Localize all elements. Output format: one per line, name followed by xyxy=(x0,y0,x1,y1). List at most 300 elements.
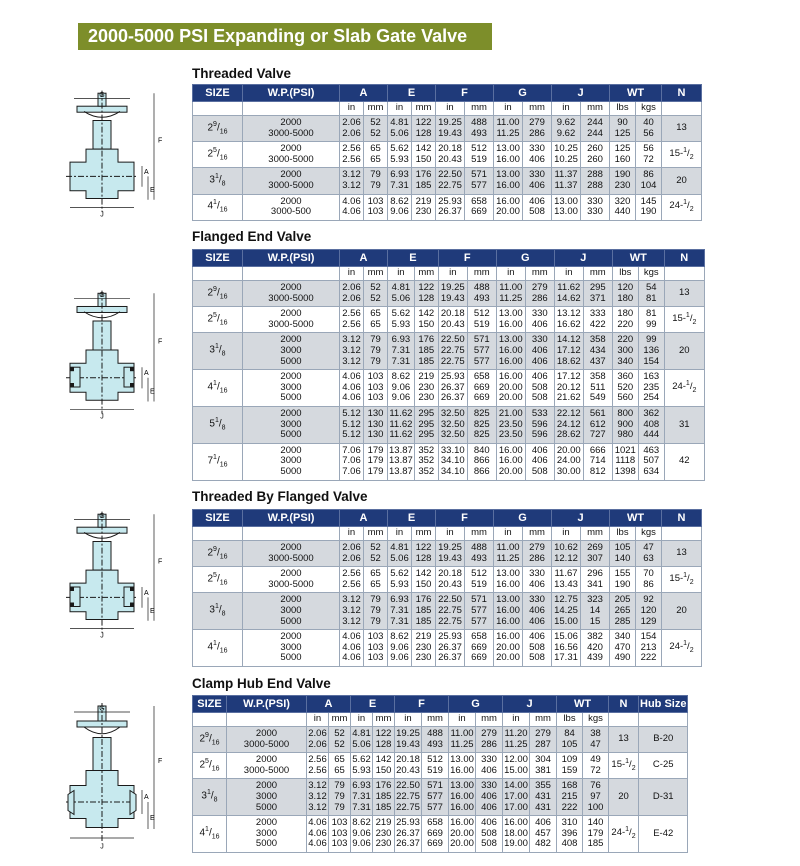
hub-size-cell: B-20 xyxy=(639,727,688,753)
value-cell: 279 286 xyxy=(523,116,552,142)
size-cell: $2^5/_{16}$ xyxy=(193,307,243,333)
column-header: J xyxy=(554,250,612,267)
column-header: W.P.(PSI) xyxy=(243,85,340,102)
value-cell: 6.93 7.31 7.31 xyxy=(351,779,373,816)
value-cell: 840 866 866 xyxy=(467,443,496,480)
value-cell: 16.00 20.00 xyxy=(494,194,523,220)
value-cell: 103 103 103 xyxy=(364,630,388,667)
value-cell: 92 120 129 xyxy=(636,593,662,630)
unit-label: in xyxy=(340,102,364,116)
column-header: J xyxy=(552,510,610,527)
value-cell: 11.62 11.62 11.62 xyxy=(388,406,415,443)
svg-text:E: E xyxy=(150,388,155,396)
unit-label: in xyxy=(494,102,523,116)
value-cell: 13.00 13.00 xyxy=(552,194,581,220)
unit-label: in xyxy=(496,267,525,281)
svg-text:F: F xyxy=(158,758,163,765)
value-cell: 330 406 xyxy=(525,307,554,333)
value-cell: 11.00 11.25 xyxy=(494,541,523,567)
table-row xyxy=(193,116,702,142)
value-cell: 800 900 980 xyxy=(612,406,638,443)
pressure-cell: 2000 3000-5000 xyxy=(243,116,340,142)
value-cell: 22.50 22.75 22.75 xyxy=(436,593,465,630)
value-cell: 3.12 3.12 xyxy=(340,168,364,194)
value-cell: 219 230 230 xyxy=(373,816,395,853)
value-cell: 79 79 xyxy=(364,168,388,194)
value-cell: 11.00 11.25 xyxy=(494,116,523,142)
value-cell: 13.00 16.00 xyxy=(449,753,476,779)
size-cell: $3^1/_8$ xyxy=(193,593,243,630)
value-cell: 20.18 20.43 xyxy=(438,307,467,333)
pressure-cell: 2000 3000-5000 xyxy=(243,567,340,593)
n-cell: $24-^1/_2$ xyxy=(662,194,702,220)
value-cell: 4.81 5.06 xyxy=(388,541,412,567)
column-header: W.P.(PSI) xyxy=(243,510,340,527)
unit-label: in xyxy=(307,713,329,727)
section-title: Flanged End Valve xyxy=(192,229,312,244)
value-cell: 8.62 9.06 xyxy=(388,194,412,220)
unit-label: mm xyxy=(414,267,438,281)
pressure-cell: 2000 3000 5000 xyxy=(243,406,340,443)
unit-label: mm xyxy=(581,102,610,116)
pressure-cell: 2000 3000 5000 xyxy=(243,370,340,407)
unit-label: in xyxy=(494,527,523,541)
table-row xyxy=(193,779,688,816)
value-cell: 19.25 19.43 xyxy=(436,116,465,142)
value-cell: 19.25 19.43 xyxy=(436,541,465,567)
value-cell: 488 493 xyxy=(422,727,449,753)
value-cell: 81 99 xyxy=(638,307,664,333)
column-header: A xyxy=(340,85,388,102)
value-cell: 22.12 24.12 28.62 xyxy=(554,406,583,443)
value-cell: 13.00 16.00 xyxy=(494,142,523,168)
n-cell: 20 xyxy=(662,593,702,630)
value-cell: 279 286 xyxy=(476,727,503,753)
value-cell: 13.00 16.00 16.00 xyxy=(494,593,523,630)
value-cell: 512 519 xyxy=(422,753,449,779)
value-cell: 22.50 22.75 22.75 xyxy=(395,779,422,816)
value-cell: 330 406 406 xyxy=(523,593,552,630)
svg-text:F: F xyxy=(158,558,163,566)
value-cell: 19.25 19.43 xyxy=(438,281,467,307)
unit-label: mm xyxy=(364,267,388,281)
value-cell: 295 371 xyxy=(583,281,612,307)
n-cell: 42 xyxy=(664,443,704,480)
unit-label: mm xyxy=(373,713,395,727)
value-cell: 8.62 9.06 9.06 xyxy=(388,630,412,667)
value-cell: 3.12 3.12 3.12 xyxy=(307,779,329,816)
column-header: F xyxy=(438,250,496,267)
value-cell: 13.00 16.00 xyxy=(494,168,523,194)
value-cell: 49 72 xyxy=(583,753,609,779)
value-cell: 145 190 xyxy=(636,194,662,220)
size-cell: $4^1/_{16}$ xyxy=(193,194,243,220)
value-cell: 5.12 5.12 5.12 xyxy=(340,406,364,443)
size-cell: $4^1/_{16}$ xyxy=(193,370,243,407)
value-cell: 65 65 xyxy=(329,753,351,779)
value-cell: 296 341 xyxy=(581,567,610,593)
value-cell: 154 213 222 xyxy=(636,630,662,667)
value-cell: 52 52 xyxy=(329,727,351,753)
pressure-cell: 2000 3000-5000 xyxy=(243,541,340,567)
value-cell: 8.62 9.06 9.06 xyxy=(351,816,373,853)
value-cell: 33.10 34.10 34.10 xyxy=(438,443,467,480)
value-cell: 19.25 19.43 xyxy=(395,727,422,753)
pressure-cell: 2000 3000-5000 xyxy=(227,727,307,753)
value-cell: 4.81 5.06 xyxy=(388,281,415,307)
value-cell: 362 408 444 xyxy=(638,406,664,443)
value-cell: 105 140 xyxy=(610,541,636,567)
pressure-cell: 2000 3000-5000 xyxy=(243,142,340,168)
n-cell: $15-^1/_2$ xyxy=(662,567,702,593)
size-cell: $3^1/_8$ xyxy=(193,779,227,816)
value-cell: 5.62 5.93 xyxy=(388,142,412,168)
value-cell: 12.00 15.00 xyxy=(503,753,530,779)
size-cell: $4^1/_{16}$ xyxy=(193,630,243,667)
value-cell: 20.00 24.00 30.00 xyxy=(554,443,583,480)
value-cell: 2.06 2.06 xyxy=(307,727,329,753)
n-cell: $15-^1/_2$ xyxy=(664,307,704,333)
value-cell: 65 65 xyxy=(364,567,388,593)
size-cell: $4^1/_{16}$ xyxy=(193,816,227,853)
value-cell: 5.62 5.93 xyxy=(351,753,373,779)
column-header: G xyxy=(494,510,552,527)
value-cell: 382 420 439 xyxy=(581,630,610,667)
unit-label: in xyxy=(436,102,465,116)
value-cell: 20.18 20.43 xyxy=(436,567,465,593)
value-cell: 330 330 xyxy=(581,194,610,220)
unit-label: mm xyxy=(467,267,496,281)
value-cell: 176 185 185 xyxy=(373,779,395,816)
value-cell: 279 286 xyxy=(525,281,554,307)
value-cell: 142 150 xyxy=(414,307,438,333)
n-cell: $15-^1/_2$ xyxy=(609,753,639,779)
table-row xyxy=(193,541,702,567)
unit-label: in xyxy=(351,713,373,727)
valve-diagram-svg xyxy=(62,509,172,639)
value-cell: 155 190 xyxy=(610,567,636,593)
value-cell: 176 185 185 xyxy=(414,333,438,370)
n-cell: $24-^1/_2$ xyxy=(609,816,639,853)
value-cell: 11.67 13.43 xyxy=(552,567,581,593)
valve-diagram-svg xyxy=(62,88,172,218)
value-cell: 330 406 406 xyxy=(476,779,503,816)
svg-text:G: G xyxy=(99,513,105,521)
value-cell: 323 14 15 xyxy=(581,593,610,630)
column-header: F xyxy=(436,510,494,527)
valve-diagram xyxy=(62,88,172,218)
value-cell: 406 508 xyxy=(523,194,552,220)
value-cell: 99 136 154 xyxy=(638,333,664,370)
svg-text:J: J xyxy=(100,211,104,218)
table-row xyxy=(193,630,702,667)
value-cell: 52 52 xyxy=(364,541,388,567)
column-header: F xyxy=(436,85,494,102)
svg-text:J: J xyxy=(100,413,104,420)
svg-text:A: A xyxy=(144,168,149,176)
unit-label: in xyxy=(340,527,364,541)
size-cell: $3^1/_8$ xyxy=(193,168,243,194)
column-header: E xyxy=(388,510,436,527)
svg-text:G: G xyxy=(99,92,105,100)
column-header: SIZE xyxy=(193,250,243,267)
value-cell: 205 265 285 xyxy=(610,593,636,630)
unit-label: mm xyxy=(364,527,388,541)
value-cell: 358 511 549 xyxy=(583,370,612,407)
column-header: WT xyxy=(557,696,609,713)
value-cell: 122 128 xyxy=(414,281,438,307)
section-title: Clamp Hub End Valve xyxy=(192,676,331,691)
column-header: E xyxy=(388,85,436,102)
value-cell: 571 577 577 xyxy=(422,779,449,816)
value-cell: 76 97 100 xyxy=(583,779,609,816)
value-cell: 125 160 xyxy=(610,142,636,168)
svg-text:E: E xyxy=(150,608,155,615)
page-banner xyxy=(78,23,492,50)
svg-text:J: J xyxy=(100,632,104,639)
value-cell: 176 185 xyxy=(412,168,436,194)
unit-label: in xyxy=(449,713,476,727)
value-cell: 488 493 xyxy=(465,116,494,142)
unit-label: in xyxy=(388,527,412,541)
value-cell: 13.00 16.00 xyxy=(494,567,523,593)
table-row xyxy=(193,753,688,779)
value-cell: 13.00 16.00 16.00 xyxy=(449,779,476,816)
value-cell: 352 352 352 xyxy=(414,443,438,480)
value-cell: 6.93 7.31 7.31 xyxy=(388,333,415,370)
value-cell: 168 215 222 xyxy=(557,779,583,816)
value-cell: 6.93 7.31 xyxy=(388,168,412,194)
unit-label: kgs xyxy=(636,527,662,541)
size-cell: $2^5/_{16}$ xyxy=(193,142,243,168)
pressure-cell: 2000 3000 5000 xyxy=(243,630,340,667)
value-cell: 47 63 xyxy=(636,541,662,567)
unit-label: mm xyxy=(530,713,557,727)
value-cell: 2.56 2.56 xyxy=(340,307,364,333)
value-cell: 666 714 812 xyxy=(583,443,612,480)
size-cell: $2^9/_{16}$ xyxy=(193,541,243,567)
valve-diagram-svg xyxy=(62,288,172,420)
value-cell: 16.00 20.00 20.00 xyxy=(449,816,476,853)
value-cell: 2.56 2.56 xyxy=(307,753,329,779)
value-cell: 13.12 16.62 xyxy=(554,307,583,333)
n-cell: 20 xyxy=(664,333,704,370)
column-header: N xyxy=(664,250,704,267)
value-cell: 10.25 10.25 xyxy=(552,142,581,168)
unit-label: in xyxy=(552,527,581,541)
column-header: W.P.(PSI) xyxy=(243,250,340,267)
column-header: G xyxy=(496,250,554,267)
column-header: A xyxy=(340,510,388,527)
value-cell: 825 825 825 xyxy=(467,406,496,443)
value-cell: 4.06 4.06 4.06 xyxy=(340,630,364,667)
value-cell: 16.00 20.00 20.00 xyxy=(494,630,523,667)
unit-label: mm xyxy=(412,527,436,541)
table-row xyxy=(193,307,705,333)
value-cell: 406 508 508 xyxy=(476,816,503,853)
value-cell: 79 79 79 xyxy=(364,333,388,370)
value-cell: 4.06 4.06 4.06 xyxy=(307,816,329,853)
value-cell: 120 180 xyxy=(612,281,638,307)
svg-text:A: A xyxy=(144,370,149,378)
value-cell: 15.06 16.56 17.31 xyxy=(552,630,581,667)
svg-text:A: A xyxy=(144,794,149,801)
unit-label: in xyxy=(503,713,530,727)
value-cell: 406 406 508 xyxy=(525,443,554,480)
value-cell: 11.37 11.37 xyxy=(552,168,581,194)
table-row xyxy=(193,727,688,753)
unit-label: mm xyxy=(525,267,554,281)
pressure-cell: 2000 3000 5000 xyxy=(243,593,340,630)
value-cell: 79 79 79 xyxy=(364,593,388,630)
unit-label: mm xyxy=(422,713,449,727)
svg-text:G: G xyxy=(99,292,105,300)
value-cell: 13.87 13.87 13.87 xyxy=(388,443,415,480)
value-cell: 122 128 xyxy=(412,541,436,567)
column-header: J xyxy=(552,85,610,102)
pressure-cell: 2000 3000-500 xyxy=(243,194,340,220)
value-cell: 2.06 2.06 xyxy=(340,281,364,307)
column-header: N xyxy=(662,510,702,527)
column-header: E xyxy=(388,250,439,267)
value-cell: 32.50 32.50 32.50 xyxy=(438,406,467,443)
value-cell: 86 104 xyxy=(636,168,662,194)
value-cell: 219 230 230 xyxy=(412,630,436,667)
value-cell: 13.00 16.00 xyxy=(496,307,525,333)
pressure-cell: 2000 3000 5000 xyxy=(227,816,307,853)
column-header: E xyxy=(351,696,395,713)
table-row xyxy=(193,443,705,480)
value-cell: 12.75 14.25 15.00 xyxy=(552,593,581,630)
unit-label: in xyxy=(388,267,415,281)
hub-size-cell: C-25 xyxy=(639,753,688,779)
value-cell: 190 230 xyxy=(610,168,636,194)
value-cell: 3.12 3.12 3.12 xyxy=(340,593,364,630)
table-row xyxy=(193,406,705,443)
value-cell: 16.00 20.00 20.00 xyxy=(496,370,525,407)
value-cell: 14.12 17.12 18.62 xyxy=(554,333,583,370)
value-cell: 463 507 634 xyxy=(638,443,664,480)
value-cell: 79 79 79 xyxy=(329,779,351,816)
n-cell: 13 xyxy=(664,281,704,307)
value-cell: 103 103 xyxy=(364,194,388,220)
value-cell: 512 519 xyxy=(465,142,494,168)
column-header: SIZE xyxy=(193,85,243,102)
valve-diagram xyxy=(62,288,172,420)
value-cell: 658 669 669 xyxy=(422,816,449,853)
column-header: Hub Size xyxy=(639,696,688,713)
value-cell: 658 669 669 xyxy=(465,630,494,667)
value-cell: 658 669 xyxy=(465,194,494,220)
unit-label: in xyxy=(395,713,422,727)
unit-label: lbs xyxy=(557,713,583,727)
column-header: SIZE xyxy=(193,696,227,713)
size-cell: $7^1/_{16}$ xyxy=(193,443,243,480)
column-header: WT xyxy=(610,85,662,102)
value-cell: 52 52 xyxy=(364,116,388,142)
value-cell: 1021 1118 1398 xyxy=(612,443,638,480)
value-cell: 142 150 xyxy=(412,567,436,593)
table-row xyxy=(193,333,705,370)
pressure-cell: 2000 3000-5000 xyxy=(243,281,340,307)
column-header: SIZE xyxy=(193,510,243,527)
value-cell: 142 150 xyxy=(412,142,436,168)
unit-label: mm xyxy=(329,713,351,727)
value-cell: 10.62 12.12 xyxy=(552,541,581,567)
value-cell: 65 65 xyxy=(364,142,388,168)
section-title: Threaded Valve xyxy=(192,66,292,81)
value-cell: 330 406 xyxy=(523,567,552,593)
value-cell: 288 288 xyxy=(581,168,610,194)
value-cell: 512 519 xyxy=(467,307,496,333)
unit-label: mm xyxy=(465,527,494,541)
value-cell: 260 260 xyxy=(581,142,610,168)
pressure-cell: 2000 3000 5000 xyxy=(227,779,307,816)
value-cell: 84 105 xyxy=(557,727,583,753)
value-cell: 488 493 xyxy=(467,281,496,307)
value-cell: 4.06 4.06 4.06 xyxy=(340,370,364,407)
column-header: WT xyxy=(612,250,664,267)
value-cell: 358 434 437 xyxy=(583,333,612,370)
value-cell: 7.06 7.06 7.06 xyxy=(340,443,364,480)
svg-text:E: E xyxy=(150,187,155,194)
unit-label: in xyxy=(340,267,364,281)
value-cell: 2.06 2.06 xyxy=(340,116,364,142)
value-cell: 269 307 xyxy=(581,541,610,567)
unit-label: mm xyxy=(476,713,503,727)
unit-label: in xyxy=(438,267,467,281)
table-row xyxy=(193,593,702,630)
value-cell: 11.62 14.62 xyxy=(554,281,583,307)
value-cell: 142 150 xyxy=(373,753,395,779)
value-cell: 2.06 2.06 xyxy=(340,541,364,567)
size-cell: $3^1/_8$ xyxy=(193,333,243,370)
value-cell: 406 508 508 xyxy=(523,630,552,667)
value-cell: 5.62 5.93 xyxy=(388,307,415,333)
value-cell: 219 230 xyxy=(412,194,436,220)
value-cell: 333 422 xyxy=(583,307,612,333)
unit-label: in xyxy=(552,102,581,116)
value-cell: 304 381 xyxy=(530,753,557,779)
section-title: Threaded By Flanged Valve xyxy=(192,489,368,504)
unit-label: mm xyxy=(364,102,388,116)
value-cell: 70 86 xyxy=(636,567,662,593)
unit-label: mm xyxy=(583,267,612,281)
value-cell: 330 406 xyxy=(476,753,503,779)
unit-label: kgs xyxy=(638,267,664,281)
value-cell: 54 81 xyxy=(638,281,664,307)
value-cell: 163 235 254 xyxy=(638,370,664,407)
value-cell: 4.06 4.06 xyxy=(340,194,364,220)
value-cell: 25.93 26.37 26.37 xyxy=(395,816,422,853)
hub-size-cell: D-31 xyxy=(639,779,688,816)
value-cell: 103 103 103 xyxy=(364,370,388,407)
spec-table xyxy=(192,249,705,481)
value-cell: 561 612 727 xyxy=(583,406,612,443)
value-cell: 90 125 xyxy=(610,116,636,142)
column-header: W.P.(PSI) xyxy=(227,696,307,713)
unit-label: mm xyxy=(412,102,436,116)
pressure-cell: 2000 3000 5000 xyxy=(243,333,340,370)
size-cell: $2^5/_{16}$ xyxy=(193,567,243,593)
value-cell: 340 470 490 xyxy=(610,630,636,667)
value-cell: 488 493 xyxy=(465,541,494,567)
unit-label: kgs xyxy=(636,102,662,116)
unit-label: mm xyxy=(581,527,610,541)
value-cell: 103 103 103 xyxy=(329,816,351,853)
value-cell: 5.62 5.93 xyxy=(388,567,412,593)
table-row xyxy=(193,142,702,168)
